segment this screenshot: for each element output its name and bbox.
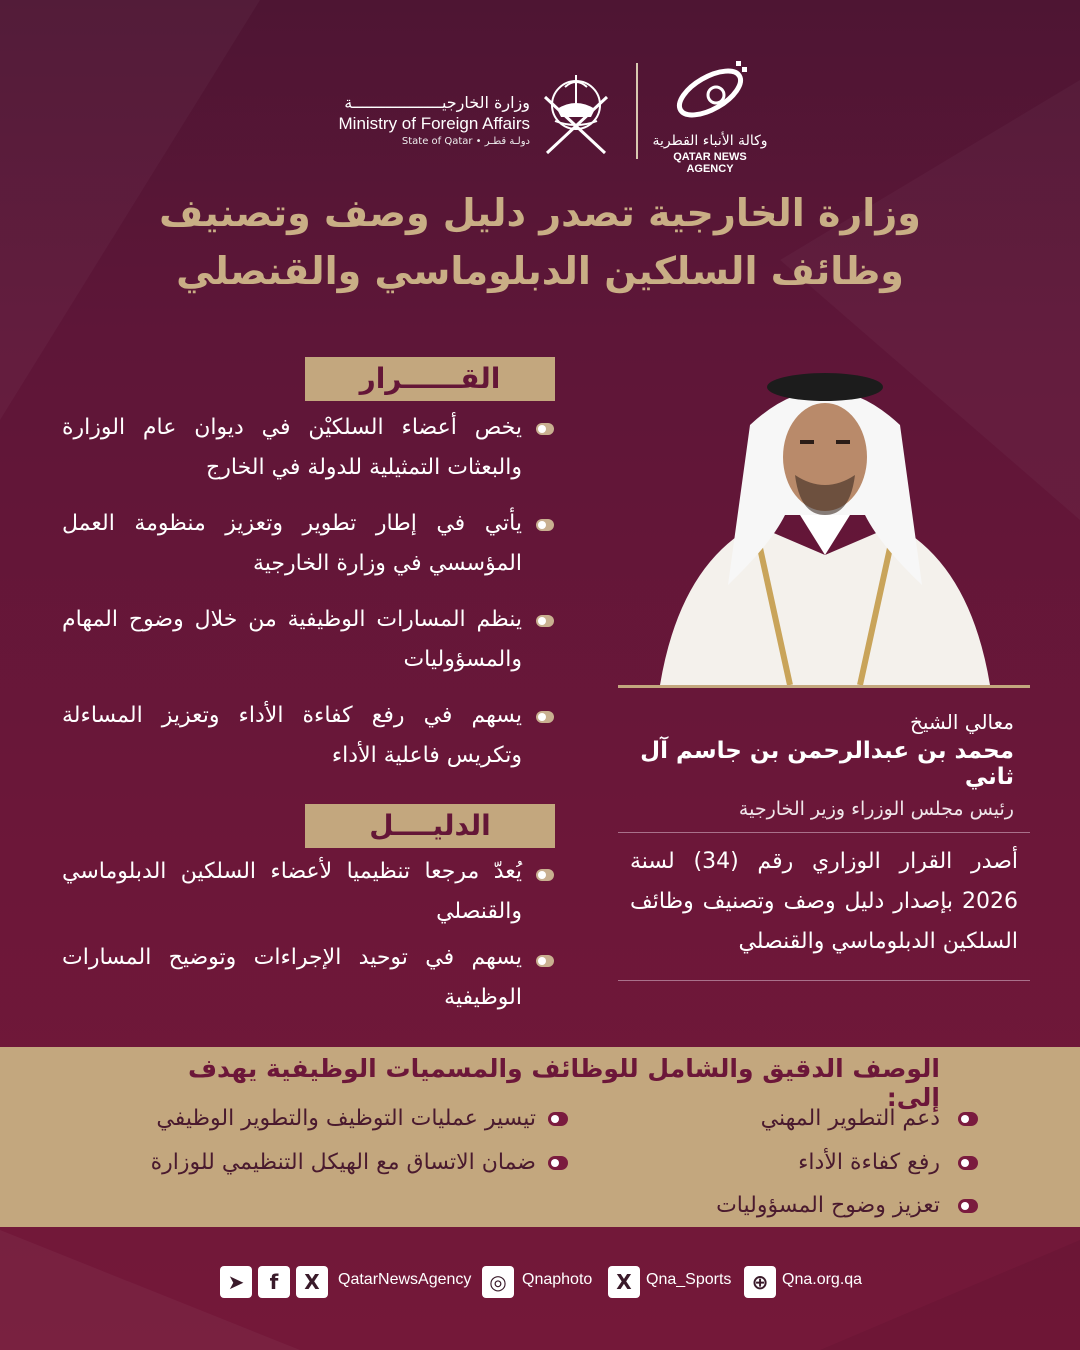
list-item: [62, 600, 522, 696]
bullet-dot-icon: [958, 1156, 978, 1170]
mofa-logo-text: [310, 93, 530, 147]
header: [320, 55, 780, 175]
qna-symbol-icon: [650, 55, 770, 131]
list-item: [62, 504, 522, 600]
decision-list: [62, 408, 522, 792]
objective-item: دعم التطوير المهني: [760, 1106, 940, 1131]
guide-item-1: يُعدّ مرجعا تنظيميا لأعضاء السلكين الدبلوماسي والقنصلي: [62, 859, 522, 924]
instagram-icon[interactable]: ◎: [482, 1266, 514, 1298]
list-item: [62, 938, 522, 1024]
handle-sports[interactable]: Qna_Sports: [646, 1271, 732, 1288]
bullet-dot-icon: [536, 519, 554, 531]
objective-item: تعزيز وضوح المسؤوليات: [716, 1193, 940, 1218]
mofa-name-arabic: وزارة الخارجيـــــــــــــــــــة: [344, 93, 530, 112]
person-honorific: معالي الشيخ: [909, 710, 1014, 734]
decision-item-2: يأتي في إطار تطوير وتعزيز منظومة العمل المؤسسي في وزارة الخارجية: [62, 511, 522, 576]
x-icon[interactable]: X: [608, 1266, 640, 1298]
portrait-photo: [660, 365, 990, 685]
qatar-emblem-icon: [535, 67, 617, 159]
person-caption: [614, 710, 1014, 820]
header-divider: [636, 63, 638, 159]
telegram-icon[interactable]: ➤: [220, 1266, 252, 1298]
mofa-name-english: Ministry of Foreign Affairs: [338, 114, 530, 133]
qna-logo: [650, 55, 770, 175]
facebook-icon[interactable]: f: [258, 1266, 290, 1298]
guide-item-2: يسهم في توحيد الإجراءات وتوضيح المسارات الوظيفية: [62, 945, 522, 1010]
objective-item: ضمان الاتساق مع الهيكل التنظيمي للوزارة: [150, 1150, 536, 1175]
decree-divider: [618, 980, 1030, 981]
list-item: [62, 852, 522, 938]
globe-icon[interactable]: ⊕: [744, 1266, 776, 1298]
x-icon[interactable]: X: [296, 1266, 328, 1298]
objective-item: رفع كفاءة الأداء: [798, 1150, 940, 1175]
mofa-state-label: State of Qatar • دولـة قطـر: [401, 136, 530, 147]
person-name: محمد بن عبدالرحمن بن جاسم آل ثاني: [640, 738, 1014, 790]
bullet-dot-icon: [548, 1156, 568, 1170]
handle-main[interactable]: QatarNewsAgency: [338, 1271, 472, 1288]
list-item: [62, 408, 522, 504]
decision-item-3: ينظم المسارات الوظيفية من خلال وضوح المهام والمسؤوليات: [62, 607, 522, 672]
decree-text: أصدر القرار الوزاري رقم (34) لسنة 2026 بإصدار دليل وصف وتصنيف وظائف السلكين الدبلوماسي والقنصلي: [630, 849, 1018, 954]
objective-item: تيسير عمليات التوظيف والتطوير الوظيفي: [156, 1106, 536, 1131]
qna-name-english: QATAR NEWS AGENCY: [673, 151, 747, 175]
social-footer: [220, 1266, 880, 1300]
portrait-underline: [618, 685, 1030, 688]
person-role: رئيس مجلس الوزراء وزير الخارجية: [738, 798, 1014, 820]
bullet-dot-icon: [958, 1199, 978, 1213]
decision-item-1: يخص أعضاء السلكيْن في ديوان عام الوزارة والبعثات التمثيلية للدولة في الخارج: [62, 415, 522, 480]
bullet-dot-icon: [536, 711, 554, 723]
bullet-dot-icon: [536, 423, 554, 435]
bullet-dot-icon: [536, 869, 554, 881]
bullet-dot-icon: [536, 955, 554, 967]
bullet-dot-icon: [548, 1112, 568, 1126]
website-link[interactable]: Qna.org.qa: [782, 1271, 863, 1288]
page-title: [150, 184, 930, 300]
objectives-title: الوصف الدقيق والشامل للوظائف والمسميات الوظيفية يهدف إلى:: [187, 1054, 940, 1112]
guide-list: [62, 852, 522, 1024]
bullet-dot-icon: [958, 1112, 978, 1126]
title-line-1: وزارة الخارجية تصدر دليل وصف وتصنيف: [159, 191, 921, 235]
decision-item-4: يسهم في رفع كفاءة الأداء وتعزيز المساءلة وتكريس فاعلية الأداء: [62, 703, 522, 768]
decision-label: القــــــرار: [305, 357, 555, 401]
bullet-dot-icon: [536, 615, 554, 627]
list-item: [62, 696, 522, 792]
caption-divider: [618, 832, 1030, 833]
handle-photo[interactable]: Qnaphoto: [522, 1271, 593, 1288]
guide-label: الدليــــل: [305, 804, 555, 848]
qna-name-arabic: وكالة الأنباء القطرية: [652, 133, 768, 149]
title-line-2: وظائف السلكين الدبلوماسي والقنصلي: [176, 249, 904, 293]
